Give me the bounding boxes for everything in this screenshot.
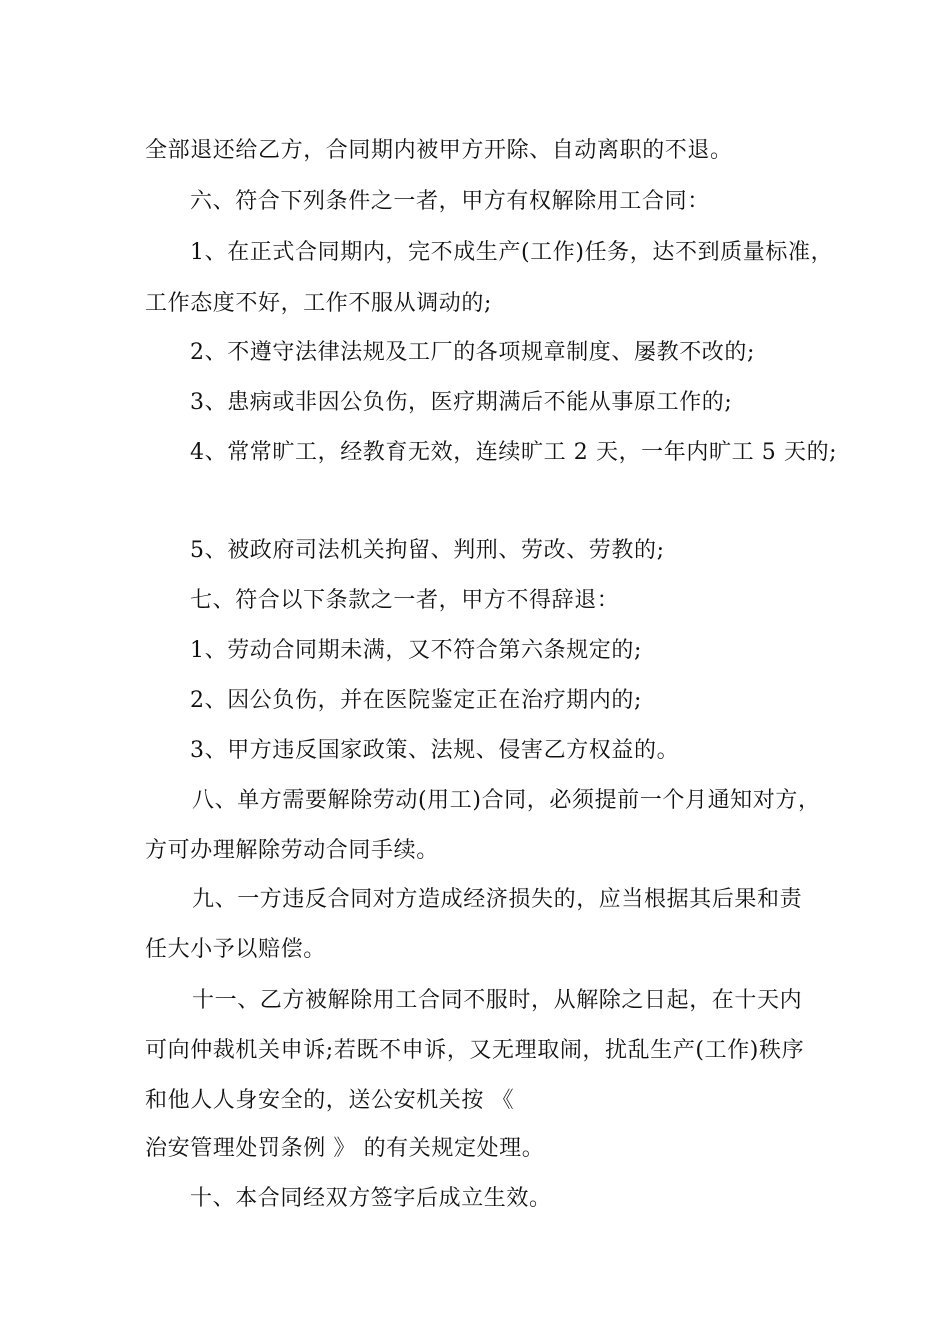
clause-six-5: 5、被政府司法机关拘留、判刑、劳改、劳教的; <box>190 538 665 563</box>
clause-seven-1: 1、劳动合同期未满，又不符合第六条规定的; <box>190 638 643 663</box>
clause-seven-3: 3、甲方违反国家政策、法规、侵害乙方权益的。 <box>190 738 680 763</box>
paragraph-line-refund: 全部退还给乙方，合同期内被甲方开除、自动离职的不退。 <box>145 138 733 163</box>
section-eleven-line-1: 十一、乙方被解除用工合同不服时，从解除之日起，在十天内 <box>192 988 803 1013</box>
section-ten: 十、本合同经双方签字后成立生效。 <box>190 1186 552 1211</box>
clause-six-2: 2、不遵守法律法规及工厂的各项规章制度、屡教不改的; <box>190 340 756 365</box>
section-heading-seven: 七、符合以下条款之一者，甲方不得辞退： <box>190 588 620 613</box>
section-nine-line-2: 任大小予以赔偿。 <box>145 937 326 962</box>
section-eleven-line-4: 治安管理处罚条例 》 的有关规定处理。 <box>145 1136 545 1161</box>
clause-six-1-line-2: 工作态度不好，工作不服从调动的; <box>145 291 493 316</box>
section-heading-six: 六、符合下列条件之一者，甲方有权解除用工合同： <box>190 189 710 214</box>
clause-six-4: 4、常常旷工，经教育无效，连续旷工 2 天，一年内旷工 5 天的; <box>190 440 838 465</box>
section-eleven-line-3: 和他人人身安全的，送公安机关按 《 <box>145 1088 515 1113</box>
section-eight-line-1: 八、单方需要解除劳动(用工)合同，必须提前一个月通知对方， <box>192 788 821 813</box>
section-eleven-line-2: 可向仲裁机关申诉;若既不申诉，又无理取闹，扰乱生产(工作)秩序 <box>145 1038 805 1063</box>
clause-seven-2: 2、因公负伤，并在医院鉴定正在治疗期内的; <box>190 688 643 713</box>
section-nine-line-1: 九、一方违反合同对方造成经济损失的，应当根据其后果和责 <box>192 887 803 912</box>
clause-six-3: 3、患病或非因公负伤，医疗期满后不能从事原工作的; <box>190 390 733 415</box>
clause-six-1-line-1: 1、在正式合同期内，完不成生产(工作)任务，达不到质量标准， <box>190 240 834 265</box>
section-eight-line-2: 方可办理解除劳动合同手续。 <box>145 838 439 863</box>
